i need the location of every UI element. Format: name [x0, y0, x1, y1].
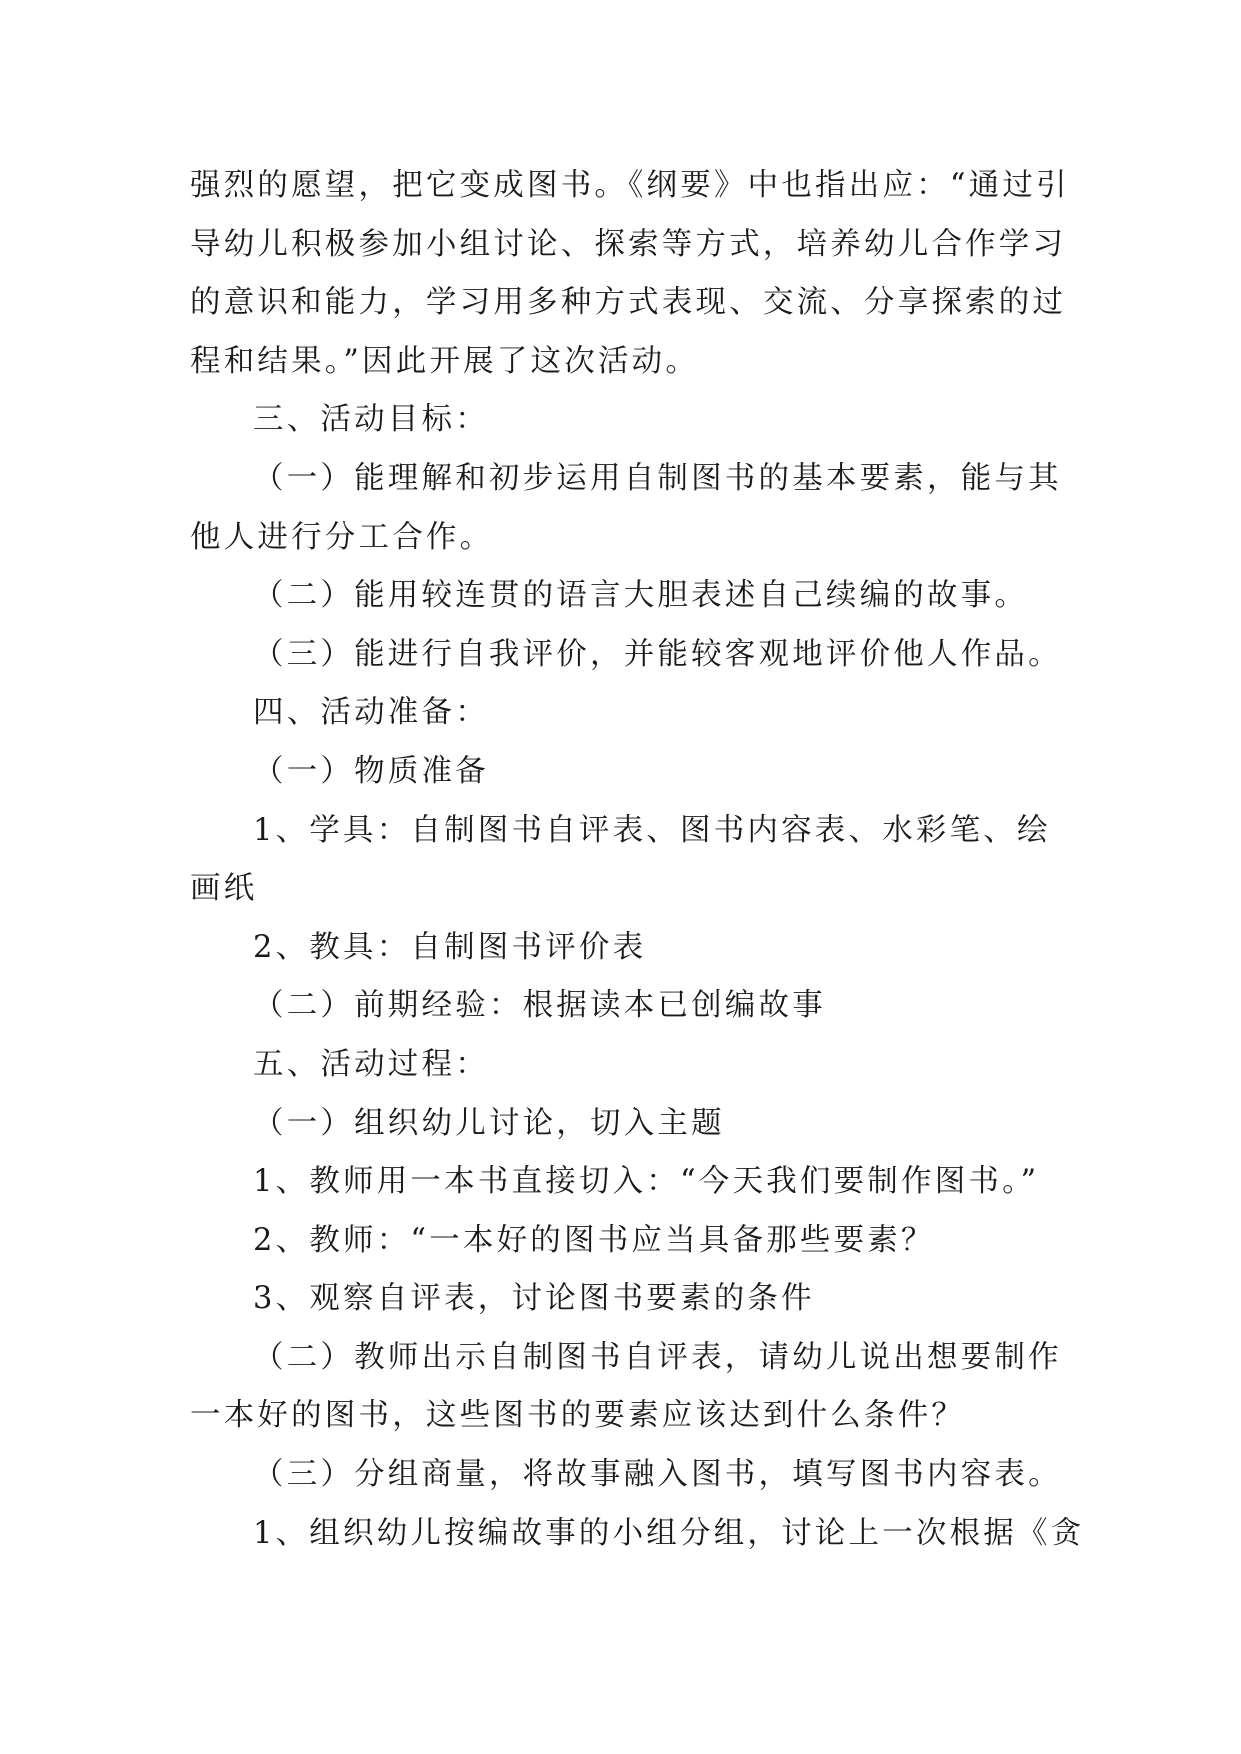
subheading-line: （一）组织幼儿讨论，切入主题 — [253, 1105, 725, 1141]
paragraph-line: 1、教师用一本书直接切入：“今天我们要制作图书。” — [253, 1164, 1040, 1200]
paragraph-line: （二）教师出示自制图书自评表，请幼儿说出想要制作 — [253, 1339, 1062, 1375]
paragraph-line: 2、教具：自制图书评价表 — [253, 929, 647, 965]
paragraph-line: 1、学具：自制图书自评表、图书内容表、水彩笔、绘 — [253, 812, 1051, 848]
section-heading-goals: 三、活动目标： — [253, 402, 489, 438]
paragraph-line: 程和结果。”因此开展了这次活动。 — [190, 343, 700, 379]
document-body — [190, 157, 1085, 1563]
section-heading-preparation: 四、活动准备： — [253, 695, 489, 731]
subheading-line: （一）物质准备 — [253, 753, 489, 789]
section-heading-process: 五、活动过程： — [253, 1046, 489, 1082]
paragraph-line: 1、组织幼儿按编故事的小组分组，讨论上一次根据《贪 — [253, 1515, 1085, 1551]
subheading-line: （二）前期经验：根据读本已创编故事 — [253, 988, 826, 1024]
paragraph-line: 一本好的图书，这些图书的要素应该达到什么条件？ — [190, 1398, 966, 1434]
paragraph-line: （一）能理解和初步运用自制图书的基本要素，能与其 — [253, 460, 1062, 496]
paragraph-line: 的意识和能力，学习用多种方式表现、交流、分享探索的过 — [190, 285, 1067, 321]
paragraph-line: （二）能用较连贯的语言大胆表述自己续编的故事。 — [253, 578, 1029, 614]
paragraph-line: （三）分组商量，将故事融入图书，填写图书内容表。 — [253, 1457, 1062, 1493]
paragraph-line: 画纸 — [190, 871, 258, 907]
paragraph-line: 导幼儿积极参加小组讨论、探索等方式，培养幼儿合作学习 — [190, 226, 1067, 262]
paragraph-line: 他人进行分工合作。 — [190, 519, 494, 555]
paragraph-line: 强烈的愿望，把它变成图书。《纲要》中也指出应：“通过引 — [190, 168, 1070, 203]
paragraph-line: （三）能进行自我评价，并能较客观地评价他人作品。 — [253, 636, 1062, 672]
paragraph-line: 3、观察自评表，讨论图书要素的条件 — [253, 1281, 815, 1317]
paragraph-line: 2、教师：“一本好的图书应当具备那些要素？ — [253, 1222, 935, 1258]
